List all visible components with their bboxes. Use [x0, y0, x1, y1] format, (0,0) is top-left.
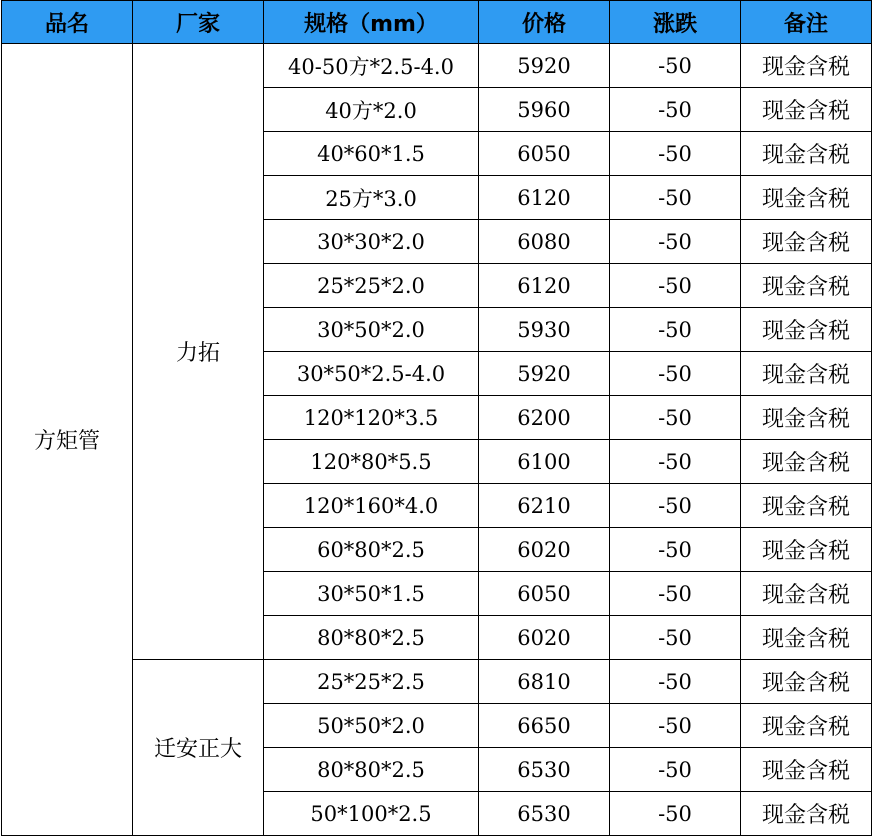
price-cell: 6810 [479, 660, 610, 704]
change-cell: -50 [610, 308, 741, 352]
spec-cell: 30*50*1.5 [264, 572, 479, 616]
maker-cell: 力拓 [133, 44, 264, 660]
note-cell: 现金含税 [741, 308, 872, 352]
product-cell: 方矩管 [2, 44, 133, 836]
price-cell: 6020 [479, 528, 610, 572]
change-cell: -50 [610, 792, 741, 836]
table-body [2, 44, 872, 836]
header-spec: 规格（mm） [264, 1, 479, 44]
spec-cell: 25方*3.0 [264, 176, 479, 220]
price-cell: 6080 [479, 220, 610, 264]
change-cell: -50 [610, 440, 741, 484]
note-cell: 现金含税 [741, 264, 872, 308]
spec-cell: 30*50*2.5-4.0 [264, 352, 479, 396]
header-product: 品名 [2, 1, 133, 44]
spec-cell: 50*100*2.5 [264, 792, 479, 836]
price-cell: 5920 [479, 44, 610, 88]
change-cell: -50 [610, 44, 741, 88]
price-cell: 6650 [479, 704, 610, 748]
note-cell: 现金含税 [741, 132, 872, 176]
note-cell: 现金含税 [741, 528, 872, 572]
note-cell: 现金含税 [741, 748, 872, 792]
note-cell: 现金含税 [741, 572, 872, 616]
spec-cell: 25*25*2.5 [264, 660, 479, 704]
change-cell: -50 [610, 704, 741, 748]
price-cell: 5920 [479, 352, 610, 396]
change-cell: -50 [610, 352, 741, 396]
spec-cell: 80*80*2.5 [264, 616, 479, 660]
spec-cell: 80*80*2.5 [264, 748, 479, 792]
maker-cell: 迁安正大 [133, 660, 264, 836]
note-cell: 现金含税 [741, 792, 872, 836]
price-cell: 6530 [479, 748, 610, 792]
header-row [2, 1, 872, 44]
price-table [1, 0, 872, 836]
change-cell: -50 [610, 572, 741, 616]
price-cell: 6210 [479, 484, 610, 528]
price-cell: 6120 [479, 264, 610, 308]
table-row [2, 660, 872, 704]
spec-cell: 60*80*2.5 [264, 528, 479, 572]
price-cell: 6200 [479, 396, 610, 440]
price-cell: 6050 [479, 572, 610, 616]
change-cell: -50 [610, 660, 741, 704]
note-cell: 现金含税 [741, 176, 872, 220]
spec-cell: 50*50*2.0 [264, 704, 479, 748]
note-cell: 现金含税 [741, 88, 872, 132]
change-cell: -50 [610, 484, 741, 528]
spec-cell: 30*50*2.0 [264, 308, 479, 352]
spec-cell: 40*60*1.5 [264, 132, 479, 176]
spec-cell: 120*160*4.0 [264, 484, 479, 528]
note-cell: 现金含税 [741, 352, 872, 396]
price-cell: 5930 [479, 308, 610, 352]
note-cell: 现金含税 [741, 484, 872, 528]
price-cell: 6530 [479, 792, 610, 836]
note-cell: 现金含税 [741, 704, 872, 748]
change-cell: -50 [610, 220, 741, 264]
spec-cell: 40-50方*2.5-4.0 [264, 44, 479, 88]
note-cell: 现金含税 [741, 440, 872, 484]
price-cell: 6050 [479, 132, 610, 176]
note-cell: 现金含税 [741, 44, 872, 88]
change-cell: -50 [610, 264, 741, 308]
note-cell: 现金含税 [741, 616, 872, 660]
spec-cell: 40方*2.0 [264, 88, 479, 132]
change-cell: -50 [610, 88, 741, 132]
header-note: 备注 [741, 1, 872, 44]
price-cell: 6020 [479, 616, 610, 660]
table-row [2, 44, 872, 88]
note-cell: 现金含税 [741, 660, 872, 704]
price-cell: 5960 [479, 88, 610, 132]
header-maker: 厂家 [133, 1, 264, 44]
spec-cell: 120*120*3.5 [264, 396, 479, 440]
header-change: 涨跌 [610, 1, 741, 44]
change-cell: -50 [610, 616, 741, 660]
note-cell: 现金含税 [741, 220, 872, 264]
change-cell: -50 [610, 748, 741, 792]
change-cell: -50 [610, 528, 741, 572]
change-cell: -50 [610, 176, 741, 220]
header-price: 价格 [479, 1, 610, 44]
change-cell: -50 [610, 396, 741, 440]
price-cell: 6100 [479, 440, 610, 484]
spec-cell: 120*80*5.5 [264, 440, 479, 484]
note-cell: 现金含税 [741, 396, 872, 440]
price-cell: 6120 [479, 176, 610, 220]
spec-cell: 30*30*2.0 [264, 220, 479, 264]
change-cell: -50 [610, 132, 741, 176]
spec-cell: 25*25*2.0 [264, 264, 479, 308]
